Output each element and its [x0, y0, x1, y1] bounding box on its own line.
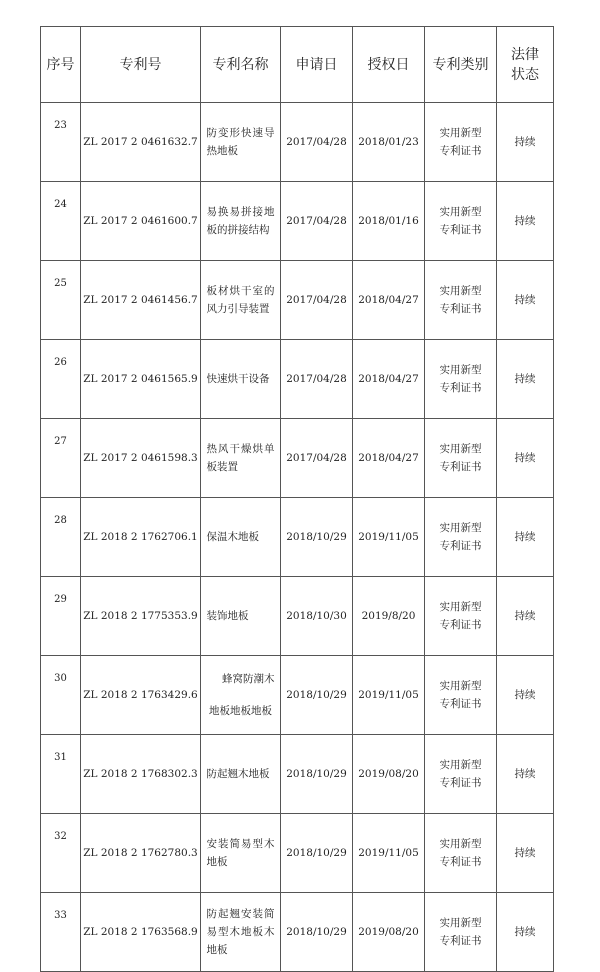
patent-number: ZL 2017 2 0461565.9 — [81, 340, 201, 419]
table-row — [41, 656, 554, 735]
legal-status: 持续 — [497, 656, 554, 735]
patent-kind-line1: 实用新型 — [439, 206, 482, 218]
patent-number: ZL 2017 2 0461598.3 — [81, 419, 201, 498]
patent-number: ZL 2018 2 1768302.3 — [81, 735, 201, 814]
patent-kind — [425, 419, 497, 498]
patent-name-cell — [201, 656, 281, 735]
filing-date: 2018/10/29 — [281, 498, 353, 577]
legal-status: 持续 — [497, 340, 554, 419]
table-row — [41, 261, 554, 340]
patent-kind-line1: 实用新型 — [439, 838, 482, 850]
patent-name-cell — [201, 814, 281, 893]
patent-kind-line1: 实用新型 — [439, 680, 482, 692]
filing-date: 2017/04/28 — [281, 419, 353, 498]
row-index: 31 — [41, 735, 81, 814]
patent-kind — [425, 577, 497, 656]
patent-kind — [425, 656, 497, 735]
patent-kind-line2: 专利证书 — [439, 935, 482, 947]
patent-kind — [425, 814, 497, 893]
filing-date: 2018/10/30 — [281, 577, 353, 656]
patent-kind-line2: 专利证书 — [439, 698, 482, 710]
patent-kind — [425, 103, 497, 182]
patent-kind-line1: 实用新型 — [439, 917, 482, 929]
line-gap — [207, 688, 275, 702]
patent-name-cell — [201, 182, 281, 261]
patent-kind — [425, 340, 497, 419]
row-index: 32 — [41, 814, 81, 893]
row-index: 23 — [41, 103, 81, 182]
patent-name: 防变形快速导热地板 — [206, 127, 275, 157]
grant-date: 2019/08/20 — [353, 735, 425, 814]
patent-number: ZL 2018 2 1763568.9 — [81, 893, 201, 972]
patent-name-line2: 地板地板地板 — [209, 705, 272, 717]
header-patent-name: 专利名称 — [201, 27, 281, 103]
grant-date: 2018/01/23 — [353, 103, 425, 182]
filing-date: 2017/04/28 — [281, 340, 353, 419]
legal-status: 持续 — [497, 814, 554, 893]
grant-date: 2019/08/20 — [353, 893, 425, 972]
patent-name: 防起翘安装简易型木地板木地板 — [206, 908, 275, 956]
patent-kind-line2: 专利证书 — [439, 224, 482, 236]
grant-date: 2019/11/05 — [353, 814, 425, 893]
table-row — [41, 340, 554, 419]
patent-name-cell — [201, 893, 281, 972]
patent-name-cell — [201, 340, 281, 419]
patent-name: 保温木地板 — [206, 531, 259, 543]
patent-name: 热风干燥烘单板装置 — [206, 443, 275, 473]
legal-status: 持续 — [497, 103, 554, 182]
legal-status: 持续 — [497, 498, 554, 577]
patent-kind-line1: 实用新型 — [439, 759, 482, 771]
header-index: 序号 — [41, 27, 81, 103]
patent-number: ZL 2018 2 1762706.1 — [81, 498, 201, 577]
patent-kind-line1: 实用新型 — [439, 443, 482, 455]
grant-date: 2018/01/16 — [353, 182, 425, 261]
patent-name: 安装简易型木地板 — [206, 838, 275, 868]
grant-date: 2018/04/27 — [353, 340, 425, 419]
row-index: 29 — [41, 577, 81, 656]
filing-date: 2017/04/28 — [281, 182, 353, 261]
patent-name-cell — [201, 419, 281, 498]
grant-date: 2019/8/20 — [353, 577, 425, 656]
header-filing-date: 申请日 — [281, 27, 353, 103]
patent-kind-line2: 专利证书 — [439, 619, 482, 631]
legal-status: 持续 — [497, 735, 554, 814]
table-row — [41, 814, 554, 893]
patent-number: ZL 2017 2 0461632.7 — [81, 103, 201, 182]
filing-date: 2018/10/29 — [281, 814, 353, 893]
table-row — [41, 735, 554, 814]
patent-number: ZL 2017 2 0461600.7 — [81, 182, 201, 261]
grant-date: 2018/04/27 — [353, 261, 425, 340]
patent-kind-line1: 实用新型 — [439, 127, 482, 139]
table-row — [41, 419, 554, 498]
patent-kind — [425, 893, 497, 972]
legal-status: 持续 — [497, 261, 554, 340]
grant-date: 2018/04/27 — [353, 419, 425, 498]
legal-status: 持续 — [497, 419, 554, 498]
filing-date: 2018/10/29 — [281, 735, 353, 814]
header-legal-status-line2: 状态 — [511, 66, 539, 83]
header-row — [41, 27, 554, 103]
row-index: 33 — [41, 893, 81, 972]
patent-kind-line1: 实用新型 — [439, 364, 482, 376]
patent-kind-line2: 专利证书 — [439, 540, 482, 552]
patent-kind — [425, 182, 497, 261]
patent-kind-line2: 专利证书 — [439, 382, 482, 394]
patent-name-cell — [201, 261, 281, 340]
legal-status: 持续 — [497, 577, 554, 656]
header-grant-date: 授权日 — [353, 27, 425, 103]
row-index: 26 — [41, 340, 81, 419]
patent-kind-line2: 专利证书 — [439, 777, 482, 789]
patent-kind — [425, 735, 497, 814]
patent-kind-line2: 专利证书 — [439, 461, 482, 473]
patent-number: ZL 2018 2 1763429.6 — [81, 656, 201, 735]
patent-number: ZL 2017 2 0461456.7 — [81, 261, 201, 340]
table-row — [41, 498, 554, 577]
row-index: 24 — [41, 182, 81, 261]
filing-date: 2017/04/28 — [281, 103, 353, 182]
patent-name-cell — [201, 103, 281, 182]
patent-number: ZL 2018 2 1775353.9 — [81, 577, 201, 656]
filing-date: 2018/10/29 — [281, 656, 353, 735]
patent-kind-line1: 实用新型 — [439, 601, 482, 613]
header-patent-kind: 专利类别 — [425, 27, 497, 103]
table-row — [41, 577, 554, 656]
legal-status: 持续 — [497, 182, 554, 261]
patent-name: 装饰地板 — [206, 610, 249, 622]
patent-kind-line2: 专利证书 — [439, 145, 482, 157]
patent-name-line1: 蜂窝防潮木 — [222, 673, 275, 685]
row-index: 25 — [41, 261, 81, 340]
row-index: 28 — [41, 498, 81, 577]
patent-name: 板材烘干室的风力引导装置 — [206, 285, 275, 315]
table-row — [41, 182, 554, 261]
header-legal-status — [497, 27, 554, 103]
patent-name: 易换易拼接地板的拼接结构 — [206, 206, 275, 236]
patent-kind — [425, 261, 497, 340]
patent-table — [40, 26, 554, 972]
patent-name: 快速烘干设备 — [206, 373, 270, 385]
patent-name-cell — [201, 577, 281, 656]
legal-status: 持续 — [497, 893, 554, 972]
patent-name: 防起翘木地板 — [206, 768, 270, 780]
table-row — [41, 893, 554, 972]
filing-date: 2017/04/28 — [281, 261, 353, 340]
row-index: 30 — [41, 656, 81, 735]
patent-kind — [425, 498, 497, 577]
grant-date: 2019/11/05 — [353, 498, 425, 577]
table-row — [41, 103, 554, 182]
header-legal-status-line1: 法律 — [511, 46, 539, 63]
grant-date: 2019/11/05 — [353, 656, 425, 735]
patent-kind-line2: 专利证书 — [439, 856, 482, 868]
row-index: 27 — [41, 419, 81, 498]
filing-date: 2018/10/29 — [281, 893, 353, 972]
patent-name-cell — [201, 735, 281, 814]
patent-number: ZL 2018 2 1762780.3 — [81, 814, 201, 893]
patent-kind-line1: 实用新型 — [439, 522, 482, 534]
patent-name-cell — [201, 498, 281, 577]
patent-kind-line2: 专利证书 — [439, 303, 482, 315]
patent-kind-line1: 实用新型 — [439, 285, 482, 297]
header-patent-number: 专利号 — [81, 27, 201, 103]
